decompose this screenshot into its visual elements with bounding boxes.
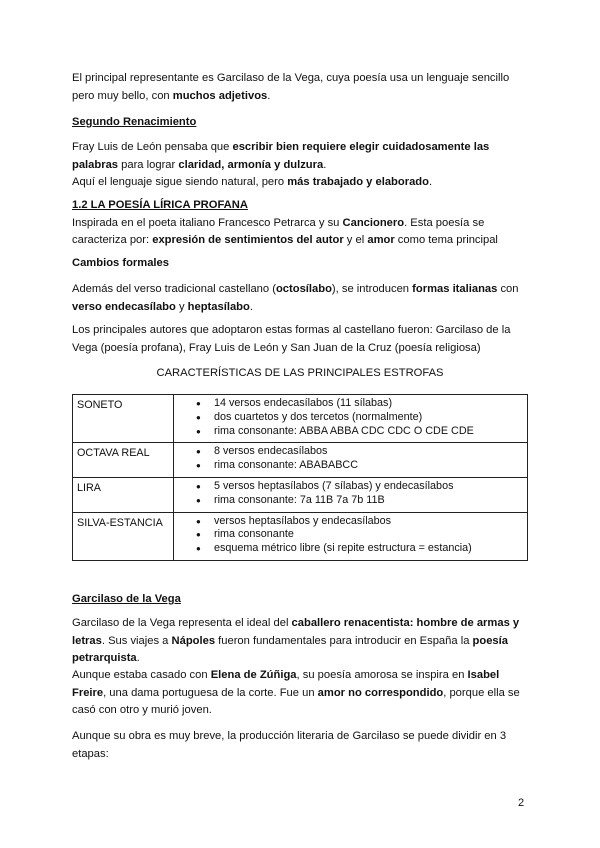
table-row (73, 443, 528, 478)
text: . Esta poesía se caracteriza por: (72, 216, 485, 246)
list-item: ● rima consonante: ABBA ABBA CDC CDC O CDE CDE (214, 425, 523, 439)
bold-text: verso endecasílabo (72, 300, 176, 313)
bold-text: muchos adjetivos (172, 89, 268, 102)
bold-text: más trabajado y elaborado (287, 176, 429, 188)
bold-text: expresión de sentimientos del autor (152, 234, 344, 246)
table-cell-items (174, 512, 528, 560)
lirica-section (72, 197, 532, 250)
table-cell-items (174, 443, 528, 478)
list-item: ● 5 versos heptasílabos (7 sílabas) y endecasílabos (214, 480, 523, 494)
table-title: CARACTERÍSTICAS DE LAS PRINCIPALES ESTROFAS (156, 367, 444, 379)
bold-text: caballero renacentista: hombre de armas y letras (72, 617, 520, 647)
heading: Garcilaso de la Vega (72, 593, 181, 605)
bold-text: claridad, armonía y dulzura (178, 158, 324, 171)
garcilaso-paragraph-3 (72, 728, 532, 763)
cambios-heading (72, 255, 532, 273)
table-cell-name: LIRA (73, 477, 174, 512)
text: Inspirada en el poeta italiano Francesco Petrarca y su (72, 216, 343, 229)
bold-text: Cancionero (342, 216, 405, 229)
list-item: ● rima consonante: 7a 11B 7a 7b 11B (214, 494, 523, 508)
bold-text: Nápoles (171, 634, 216, 647)
text: . Sus viajes a (101, 634, 172, 647)
table-row (73, 512, 528, 560)
text: Los principales autores que adoptaron estas formas al castellano fueron: Garcilaso de la Vega (poesía profana), Fray Luis de León y San Juan de la Cruz (poesía religiosa) (72, 324, 511, 354)
bold-text: octosílabo (275, 283, 332, 295)
list-item: ● 14 versos endecasílabos (11 sílabas) (214, 397, 523, 411)
segundo-paragraph (72, 139, 532, 192)
text: Garcilaso de la Vega representa el ideal del (72, 617, 292, 629)
intro-paragraph (72, 70, 532, 105)
text: Además del verso tradicional castellano ( (72, 283, 276, 295)
table-cell-name: SONETO (73, 395, 174, 443)
list-item: ● rima consonante: ABABABCC (214, 459, 523, 473)
text: . (323, 158, 327, 171)
text: . (249, 300, 253, 313)
table-cell-name: OCTAVA REAL (73, 443, 174, 478)
text: Aquí el lenguaje sigue siendo natural, pero (72, 176, 288, 188)
text: ), se introducen (331, 283, 413, 295)
text: . (267, 89, 271, 102)
section-segundo-heading (72, 114, 532, 132)
list-item: ● dos cuartetos y dos tercetos (normalmente) (214, 411, 523, 425)
table-cell-name: SILVA-ESTANCIA (73, 512, 174, 560)
text: para lograr (118, 158, 179, 171)
bold-text: poesía petrarquista (72, 634, 508, 664)
text: y el (343, 234, 368, 246)
page-number: 2 (518, 797, 525, 809)
garcilaso-paragraph-1 (72, 615, 532, 668)
text: , porque ella se casó con otro y murió joven. (72, 686, 520, 716)
heading: Cambios formales (72, 257, 169, 269)
text: , una dama portuguesa de la corte. Fue un (103, 686, 318, 699)
bold-text: amor no correspondido (317, 686, 444, 699)
text: Aunque su obra es muy breve, la producción literaria de Garcilaso se puede dividir en 3 etapas: (72, 730, 507, 760)
text: fueron fundamentales para introducir en España la (215, 634, 473, 647)
text: y (175, 300, 188, 313)
garcilaso-paragraph-2 (72, 667, 532, 720)
text: El principal representante es Garcilaso de la Vega, cuya poesía usa un lenguaje sencillo pero muy bello, con (72, 72, 510, 102)
table-cell-items (174, 477, 528, 512)
bold-text: escribir bien requiere elegir cuidadosamente las palabras (72, 141, 490, 171)
list-item: ● versos heptasílabos y endecasílabos (214, 515, 523, 529)
estrofas-table (72, 394, 528, 561)
bold-text: Isabel Freire (72, 669, 500, 699)
table-row (73, 477, 528, 512)
list-item: ● 8 versos endecasílabos (214, 445, 523, 459)
table-row (73, 395, 528, 443)
bold-text: Elena de Zúñiga (210, 669, 297, 681)
text: . (428, 176, 433, 188)
list-item: ● esquema métrico libre (si repite estructura = estancia) (214, 542, 523, 556)
heading: 1.2 LA POESÍA LÍRICA PROFANA (72, 199, 248, 211)
bold-text: heptasílabo (187, 300, 250, 313)
text: . (136, 652, 140, 664)
garcilaso-heading (72, 591, 532, 609)
text: Fray Luis de León pensaba que (72, 141, 233, 153)
autores-paragraph (72, 322, 532, 357)
list-item: ● rima consonante (214, 528, 523, 542)
text: Aunque estaba casado con (72, 669, 211, 681)
text: como tema principal (394, 234, 498, 246)
heading: Segundo Renacimiento (72, 116, 197, 128)
bold-text: amor (367, 234, 395, 246)
cambios-paragraph (72, 281, 532, 316)
text: con (497, 283, 519, 295)
bold-text: formas italianas (412, 283, 498, 295)
table-cell-items (174, 395, 528, 443)
text: , su poesía amorosa se inspira en (296, 669, 468, 681)
